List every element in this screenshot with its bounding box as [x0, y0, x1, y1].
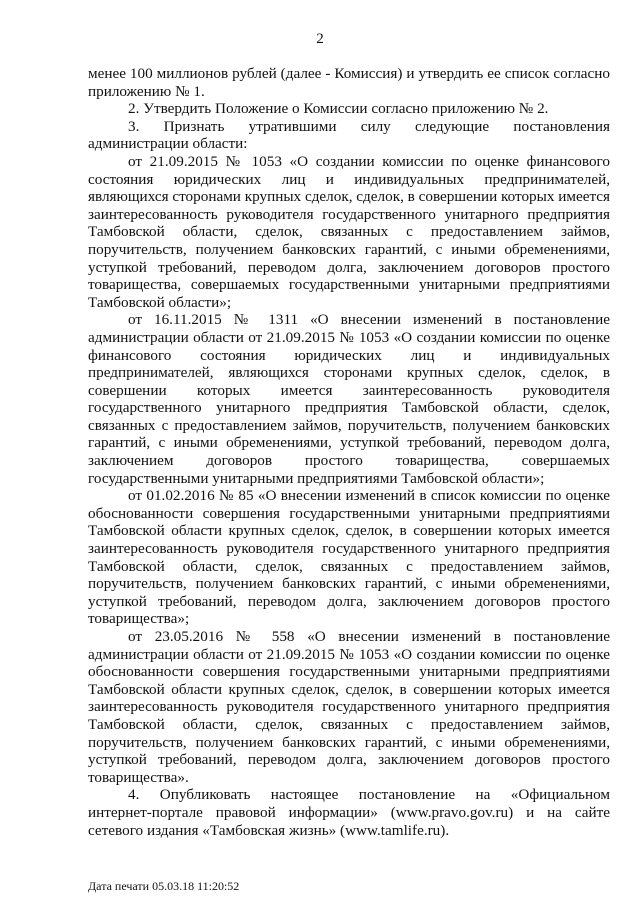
text-line: Тамбовской области, сделок, связанных с предоставлением займов,: [88, 223, 610, 241]
text-line: поручительств, получением банковских гарантий, с иными обременениями,: [88, 240, 610, 258]
text-line: от 23.05.2016 № 558 «О внесении изменений в постановление: [128, 628, 610, 645]
document-body: [88, 65, 610, 839]
text-line: предпринимателей, являющихся сторонами крупных сделок, сделок, в: [88, 364, 610, 382]
text-line: от 21.09.2015 № 1053 «О создании комиссии по оценке финансового: [128, 152, 610, 170]
text-line: Тамбовской области крупных сделок, сделок, в совершении которых имеется: [88, 522, 610, 540]
text-line: 3. Признать утратившими силу следующие постановления: [128, 117, 610, 135]
text-line: государственного унитарного предприятия Тамбовской области, сделок,: [88, 399, 610, 417]
text-line: интернет-портале правовой информации» (www.pravo.gov.ru) и на сайте: [88, 803, 610, 821]
text-line: администрации области:: [88, 135, 248, 153]
text-line: являющихся сторонами крупных сделок, сделок, в совершении которых имеется: [88, 188, 610, 206]
text-line: обоснованности совершения государственными унитарными предприятиями: [88, 504, 610, 522]
text-line: Тамбовской области крупных сделок, сделок, в совершении которых имеется: [88, 680, 610, 698]
text-line: заинтересованность руководителя государственного унитарного предприятия: [88, 698, 610, 716]
text-line: обоснованности совершения государственными унитарными предприятиями: [88, 663, 610, 681]
text-line: уступкой требований, переводом долга, заключением договоров простого: [88, 258, 610, 276]
text-line: Тамбовской области, сделок, связанных с предоставлением займов,: [88, 715, 610, 733]
text-line: менее 100 миллионов рублей (далее - Комиссия) и утвердить ее список согласно: [88, 65, 610, 82]
text-line: сетевого издания «Тамбовская жизнь» (www.tamlife.ru).: [88, 821, 450, 839]
text-line: товарищества».: [88, 768, 189, 786]
text-line: 2. Утвердить Положение о Комиссии согласно приложению № 2.: [128, 100, 549, 118]
text-line: совершении которых имеется заинтересованность руководителя: [88, 381, 610, 399]
text-line: Тамбовской области, сделок, связанных с предоставлением займов,: [88, 557, 610, 575]
text-line: заинтересованность руководителя государственного унитарного предприятия: [88, 540, 610, 558]
text-line: гарантий, с иными обременениями, уступкой требований, переводом долга,: [88, 434, 610, 452]
text-line: уступкой требований, переводом долга, заключением договоров простого: [88, 751, 610, 769]
text-line: товарищества»;: [88, 610, 190, 628]
text-line: заключением договоров простого товарищества, совершаемых: [88, 452, 610, 470]
text-line: Тамбовской области»;: [88, 293, 232, 311]
text-line: уступкой требований, переводом долга, заключением договоров простого: [88, 592, 610, 610]
text-line: администрации области от 21.09.2015 № 1053 «О создании комиссии по оценке: [88, 645, 610, 663]
text-line: состояния юридических лиц и индивидуальных предпринимателей,: [88, 170, 610, 188]
text-line: финансового состояния юридических лиц и индивидуальных: [88, 346, 610, 364]
text-line: 4. Опубликовать настоящее постановление на «Официальном: [128, 786, 610, 804]
text-line: заинтересованность руководителя государственного унитарного предприятия: [88, 205, 610, 223]
text-line: связанных с предоставлением займов, поручительств, получением банковских: [88, 416, 610, 434]
text-line: от 01.02.2016 № 85 «О внесении изменений в список комиссии по оценке: [128, 487, 610, 505]
text-line: от 16.11.2015 № 1311 «О внесении изменений в постановление: [128, 311, 610, 329]
text-line: государственными унитарными предприятиями Тамбовской области»;: [88, 469, 545, 487]
text-line: администрации области от 21.09.2015 № 1053 «О создании комиссии по оценке: [88, 328, 610, 346]
text-line: поручительств, получением банковских гарантий, с иными обременениями,: [88, 733, 610, 751]
text-line: приложению № 1.: [88, 82, 205, 100]
text-line: поручительств, получением банковских гарантий, с иными обременениями,: [88, 575, 610, 593]
print-date-footer: Дата печати 05.03.18 11:20:52: [88, 879, 240, 893]
text-line: товарищества, совершаемых государственными унитарными предприятиями: [88, 276, 610, 294]
page-number: 2: [316, 31, 324, 47]
